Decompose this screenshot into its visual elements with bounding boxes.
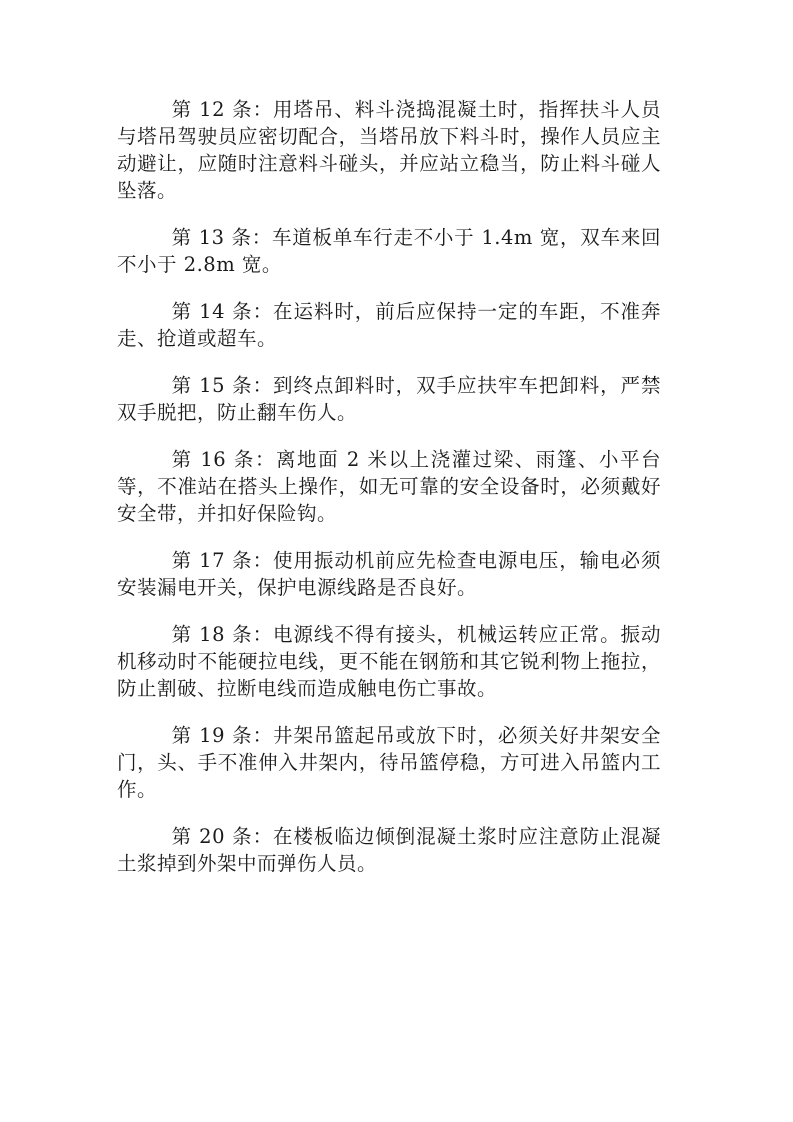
article-text: 在楼板临边倾倒混凝土浆时应注意防止混凝土浆掉到外架中而弹伤人员。 xyxy=(117,825,661,875)
article-15 xyxy=(117,372,661,426)
article-label: 第 12 条： xyxy=(171,98,274,121)
article-text: 在运料时，前后应保持一定的车距，不准奔走、抢道或超车。 xyxy=(117,300,661,350)
article-text: 井架吊篮起吊或放下时，必须关好井架安全门，头、手不准伸入井架内，待吊篮停稳，方可进入吊篮内工作。 xyxy=(117,724,661,801)
article-text: 离地面 2 米以上浇灌过梁、雨篷、小平台等，不准站在搭头上操作，如无可靠的安全设备时，必须戴好安全带，并扣好保险钩。 xyxy=(117,448,661,525)
article-label: 第 17 条： xyxy=(171,549,274,572)
article-text: 使用振动机前应先检查电源电压，输电必须安装漏电开关，保护电源线路是否良好。 xyxy=(117,549,661,599)
article-label: 第 19 条： xyxy=(171,724,274,747)
article-label: 第 15 条： xyxy=(171,374,274,397)
article-label: 第 20 条： xyxy=(171,825,274,848)
article-text: 电源线不得有接头，机械运转应正常。振动机移动时不能硬拉电线，更不能在钢筋和其它锐利物上拖拉，防止割破、拉断电线而造成触电伤亡事故。 xyxy=(117,623,661,700)
article-label: 第 13 条： xyxy=(171,226,273,249)
article-18 xyxy=(117,621,661,702)
article-label: 第 14 条： xyxy=(171,300,274,323)
article-13 xyxy=(117,224,661,278)
article-19 xyxy=(117,722,661,803)
article-text: 到终点卸料时，双手应扶牢车把卸料，严禁双手脱把，防止翻车伤人。 xyxy=(117,374,661,424)
article-14 xyxy=(117,298,661,352)
article-label: 第 16 条： xyxy=(171,448,276,471)
article-16 xyxy=(117,446,661,527)
article-17 xyxy=(117,547,661,601)
article-12 xyxy=(117,96,661,204)
document-page xyxy=(117,96,661,897)
article-text: 车道板单车行走不小于 1.4m 宽，双车来回不小于 2.8m 宽。 xyxy=(117,226,661,276)
article-label: 第 18 条： xyxy=(171,623,274,646)
article-20 xyxy=(117,823,661,877)
article-text: 用塔吊、料斗浇捣混凝土时，指挥扶斗人员与塔吊驾驶员应密切配合，当塔吊放下料斗时，操作人员应主动避让，应随时注意料斗碰头，并应站立稳当，防止料斗碰人坠落。 xyxy=(117,98,661,202)
